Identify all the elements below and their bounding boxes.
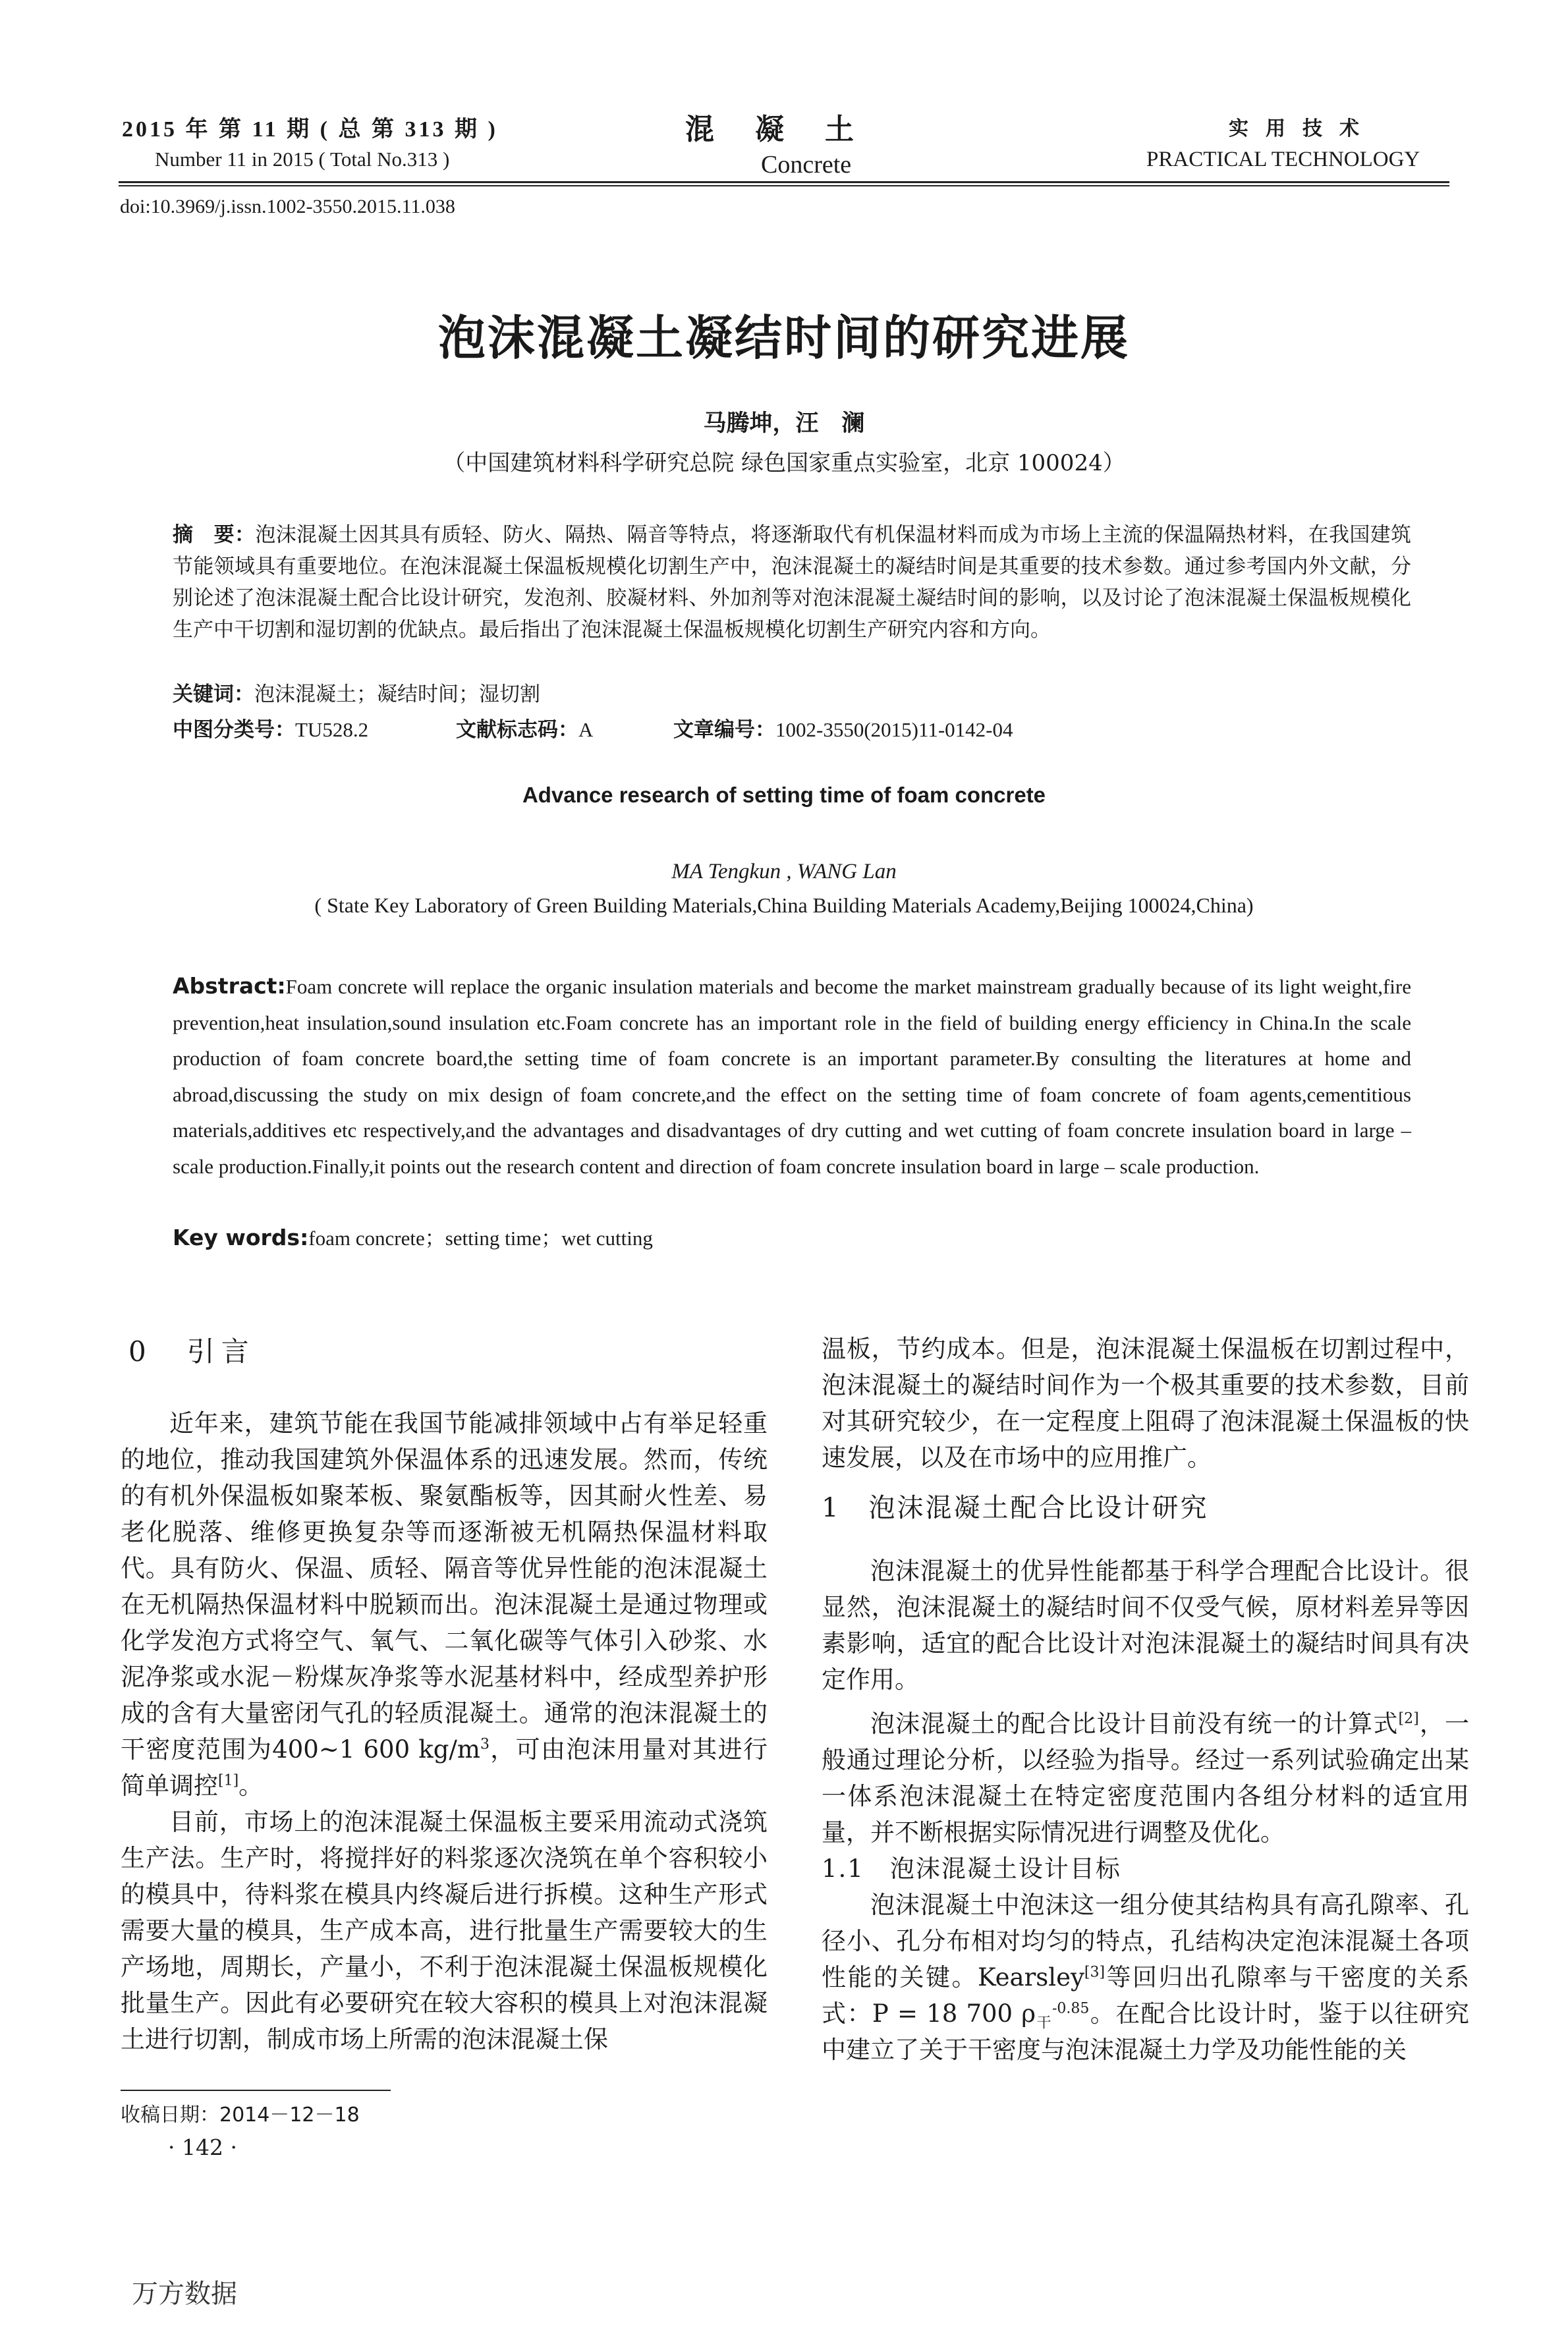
issue-number-en: Number 11 in 2015 ( Total No.313 ) (155, 148, 450, 171)
keywords-cn (173, 677, 540, 707)
affiliation-cn: （中国建筑材料科学研究总院 绿色国家重点实验室，北京 100024） (443, 450, 1125, 476)
journal-name-cn: 混凝土 (685, 113, 895, 146)
header-rule (119, 181, 1449, 183)
authors-cn: 马腾坤，汪 澜 (703, 410, 865, 437)
received-date: 收稿日期：2014－12－18 (121, 2104, 360, 2127)
abstract-label-cn: 摘 要： (173, 523, 256, 547)
keywords-text-en: foam concrete；setting time；wet cutting (308, 1227, 653, 1250)
abstract-en (173, 968, 1411, 1185)
abstract-text-en: Foam concrete will replace the organic insulation materials and become the market mainstream gradually because of its light weight,fire prevention,heat insulation,sound insulation etc.Foam concrete has an important role in the field of building energy efficiency in China.In the scale production of foam concrete board,the setting time of foam concrete is an important parameter.By consulting the literatures at home and abroad,discussing the study on mix design of foam concrete,and the effect on the setting time of foam concrete of foam agents,cementitious materials,additives etc respectively,and the advantages and disadvantages of dry cutting and wet cutting of foam concrete insulation board in large – scale production.Finally,it points out the research content and direction of foam concrete insulation board in large – scale production. (173, 975, 1411, 1178)
journal-name-en: Concrete (761, 151, 852, 179)
keywords-label-cn: 关键词： (173, 683, 254, 706)
keywords-label-en: Key words: (173, 1225, 309, 1250)
paragraph-intro-2-continued: 温板，节约成本。但是，泡沫混凝土保温板在切割过程中，泡沫混凝土的凝结时间作为一个极其重要的技术参数，目前对其研究较少，在一定程度上阻碍了泡沫混凝土保温板的快速发展，以及在市场中的应用推广。 (822, 1335, 1469, 1472)
header-rule-thin (119, 185, 1449, 186)
subsection-1-1-heading: 1.1 泡沫混凝土设计目标 (822, 1854, 1121, 1883)
citation-ref[interactable]: [1] (218, 1772, 239, 1789)
footnote-rule (121, 2090, 391, 2091)
citation-ref[interactable]: [3] (1084, 1964, 1106, 1981)
article-no: 1002-3550(2015)11-0142-04 (775, 718, 1013, 741)
issue-number-cn: 2015 年 第 11 期 ( 总 第 313 期 ) (122, 117, 498, 142)
paragraph-sec1-2: 泡沫混凝土的配合比设计目前没有统一的计算式[2]，一般通过理论分析，以经验为指导。经过一系列试验确定出某一体系泡沫混凝土在特定密度范围内各组分材料的适宜用量，并不断根据实际情况进行调整及优化。 (822, 1710, 1470, 1847)
section-0-heading: 0 引言 (128, 1335, 256, 1368)
doi[interactable]: doi:10.3969/j.issn.1002-3550.2015.11.038 (120, 196, 455, 217)
clc-label: 中图分类号： (173, 718, 295, 742)
article-title-cn: 泡沫混凝土凝结时间的研究进展 (437, 310, 1130, 366)
page-number: · 142 · (168, 2134, 237, 2160)
article-no-label: 文章编号： (673, 718, 775, 742)
paragraph-sec1-1: 泡沫混凝土的优异性能都基于科学合理配合比设计。很显然，泡沫混凝土的凝结时间不仅受气候，原材料差异等因素影响，适宜的配合比设计对泡沫混凝土的凝结时间具有决定作用。 (822, 1557, 1469, 1694)
paragraph-sec1-1-1: 泡沫混凝土中泡沫这一组分使其结构具有高孔隙率、孔径小、孔分布相对均匀的特点，孔结构决定泡沫混凝土各项性能的关键。Kearsley[3]等回归出孔隙率与干密度的关系式：P = 18 700 $\rho_干^{-0.85}$。在配合比设计时，鉴于以往研究中建立了关于干密度与泡沫混凝土力学及功能性能的关 (822, 1891, 1469, 2064)
article-title-en: Advance research of setting time of foam concrete (522, 783, 1046, 807)
authors-en: MA Tengkun , WANG Lan (671, 860, 897, 883)
affiliation-en: ( State Key Laboratory of Green Building Materials,China Building Materials Academy,Beijing 100024,China) (314, 893, 1254, 917)
paragraph-intro-2: 目前，市场上的泡沫混凝土保温板主要采用流动式浇筑生产法。生产时，将搅拌好的料浆逐次浇筑在单个容积较小的模具中，待料浆在模具内终凝后进行拆模。这种生产形式需要大量的模具，生产成本高，进行批量生产需要较大的生产场地，周期长，产量小，不利于泡沫混凝土保温板规模化批量生产。因此有必要研究在较大容积的模具上对泡沫混凝土进行切割，制成市场上所需的泡沫混凝土保 (121, 1808, 768, 2053)
section-name-en: PRACTICAL TECHNOLOGY (1146, 148, 1420, 171)
abstract-label-en: Abstract: (173, 973, 286, 999)
body-left-column (121, 1405, 768, 2057)
section-1-heading: 1 泡沫混凝土配合比设计研究 (822, 1493, 1209, 1523)
abstract-cn (173, 519, 1411, 646)
paragraph-intro-1: 近年来，建筑节能在我国节能减排领域中占有举足轻重的地位，推动我国建筑外保温体系的迅速发展。然而，传统的有机外保温板如聚苯板、聚氨酯板等，因其耐火性差、易老化脱落、维修更换复杂等而逐渐被无机隔热保温材料取代。具有防火、保温、质轻、隔音等优异性能的泡沫混凝土在无机隔热保温材料中脱颖而出。泡沫混凝土是通过物理或化学发泡方式将空气、氧气、二氧化碳等气体引入砂浆、水泥净浆或水泥－粉煤灰净浆等水泥基材料中，经成型养护形成的含有大量密闭气孔的轻质混凝土。通常的泡沫混凝土的干密度范围为400~1 600 $kg/m^3$，可由泡沫用量对其进行简单调控[1]。 (121, 1409, 768, 1800)
abstract-text-cn: 泡沫混凝土因其具有质轻、防火、隔热、隔音等特点，将逐渐取代有机保温材料而成为市场上主流的保温隔热材料，在我国建筑节能领域具有重要地位。在泡沫混凝土保温板规模化切割生产中，泡沫混凝土的凝结时间是其重要的技术参数。通过参考国内外文献，分别论述了泡沫混凝土配合比设计研究，发泡剂、胶凝材料、外加剂等对泡沫混凝土凝结时间的影响，以及讨论了泡沫混凝土保温板规模化生产中干切割和湿切割的优缺点。最后指出了泡沫混凝土保温板规模化切割生产研究内容和方向。 (173, 523, 1411, 642)
classification-row (173, 713, 1411, 742)
keywords-text-cn: 泡沫混凝土；凝结时间；湿切割 (254, 683, 540, 706)
clc-code: TU528.2 (295, 718, 369, 741)
doc-code: A (578, 718, 594, 741)
citation-ref[interactable]: [2] (1398, 1710, 1419, 1727)
watermark: 万方数据 (132, 2279, 237, 2309)
doc-code-label: 文献标志码： (456, 718, 578, 742)
keywords-en (173, 1221, 653, 1251)
section-name-cn: 实用技术 (1229, 117, 1376, 140)
body-right-column (822, 1331, 1469, 2068)
